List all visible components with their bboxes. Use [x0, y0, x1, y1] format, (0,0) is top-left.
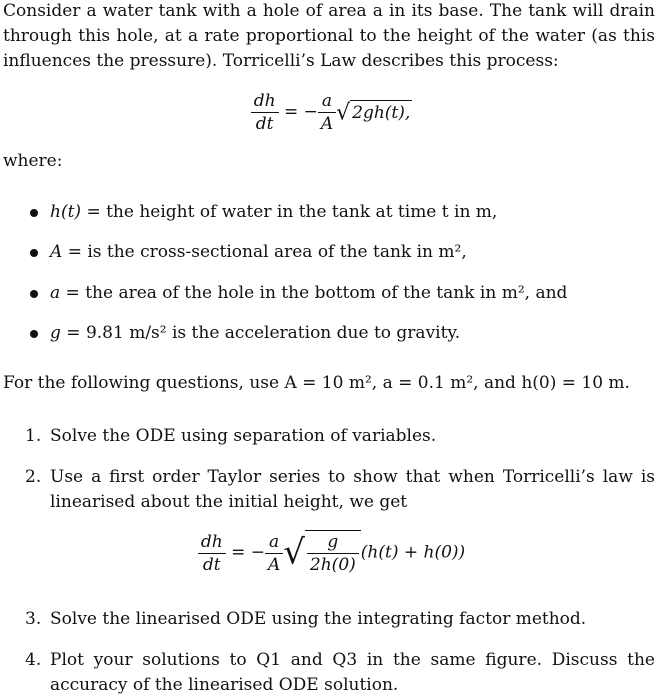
equation2-coef-num: a	[265, 531, 283, 554]
equation2-tail: (h(t) + h(0))	[360, 542, 466, 563]
radical-icon: √	[283, 532, 305, 573]
question-item	[25, 607, 655, 632]
intro-paragraph	[3, 0, 655, 74]
bullet-icon	[30, 290, 38, 298]
question-item	[25, 465, 655, 515]
equation1-lhs-den: dt	[255, 114, 274, 134]
equation2-sqrt-num: g	[307, 531, 359, 554]
equation2-minus: −	[250, 542, 265, 563]
equation2-sqrt	[283, 530, 361, 576]
definition-text: = the height of water in the tank at time t in m,	[86, 202, 498, 222]
equation2-sqrt-den: 2h(0)	[309, 555, 356, 575]
equation1-lhs	[251, 90, 279, 135]
equation2-lhs	[198, 531, 226, 576]
question-number: 4.	[25, 650, 42, 670]
definition-symbol: A	[50, 242, 63, 262]
question-number: 2.	[25, 467, 42, 487]
definition-symbol: g	[50, 323, 61, 343]
where-label: where:	[3, 151, 63, 171]
question-number: 1.	[25, 426, 42, 446]
equation1-sqrt	[336, 100, 412, 126]
definition-text: = the area of the hole in the bottom of the tank in m², and	[65, 283, 568, 303]
definition-item	[30, 321, 460, 346]
equation2-sqrt-frac	[307, 531, 359, 576]
question-item	[25, 648, 655, 698]
equation2-coef	[265, 531, 283, 576]
bullet-icon	[30, 330, 38, 338]
given-values: For the following questions, use A = 10 m², a = 0.1 m², and h(0) = 10 m.	[3, 373, 630, 393]
equation1-coef	[318, 90, 336, 135]
linearised-equation	[0, 530, 663, 576]
question-number: 3.	[25, 609, 42, 629]
radical-icon: √	[336, 100, 351, 125]
definition-item	[30, 281, 567, 306]
bullet-icon	[30, 209, 38, 217]
equation2-equals: =	[231, 542, 246, 563]
intro-text: Consider a water tank with a hole of area a in its base. The tank will drain through this hole, at a rate proportional to the height of the water (as this influences the pressure). Torricelli’s Law describes this process:	[3, 1, 655, 71]
definition-symbol: h(t)	[50, 202, 82, 222]
equation2-lhs-num: dh	[198, 531, 226, 554]
equation2-coef-den: A	[267, 554, 281, 575]
definition-item	[30, 240, 467, 265]
question-text: Solve the ODE using separation of variables.	[50, 426, 437, 446]
question-text: Plot your solutions to Q1 and Q3 in the same figure. Discuss the accuracy of the linearised ODE solution.	[50, 650, 655, 695]
question-item	[25, 424, 655, 449]
question-text: Use a first order Taylor series to show that when Torricelli’s law is linearised about the initial height, we get	[50, 467, 655, 512]
torricelli-equation	[0, 90, 663, 135]
definition-text: = 9.81 m/s² is the acceleration due to gravity.	[66, 323, 461, 343]
question-text: Solve the linearised ODE using the integrating factor method.	[50, 609, 587, 629]
definition-item	[30, 200, 497, 225]
equation1-coef-num: a	[318, 90, 336, 113]
definition-symbol: a	[50, 283, 61, 303]
equation1-radicand: 2gh(t),	[350, 100, 412, 126]
equation2-radicand	[305, 530, 361, 576]
equation1-coef-den: A	[320, 114, 334, 134]
equation2-lhs-den: dt	[202, 554, 221, 575]
definition-text: = is the cross-sectional area of the tank in m²,	[67, 242, 467, 262]
equation1-minus: −	[303, 102, 318, 122]
bullet-icon	[30, 249, 38, 257]
equation1-equals: =	[283, 102, 299, 122]
equation1-lhs-num: dh	[251, 90, 279, 113]
